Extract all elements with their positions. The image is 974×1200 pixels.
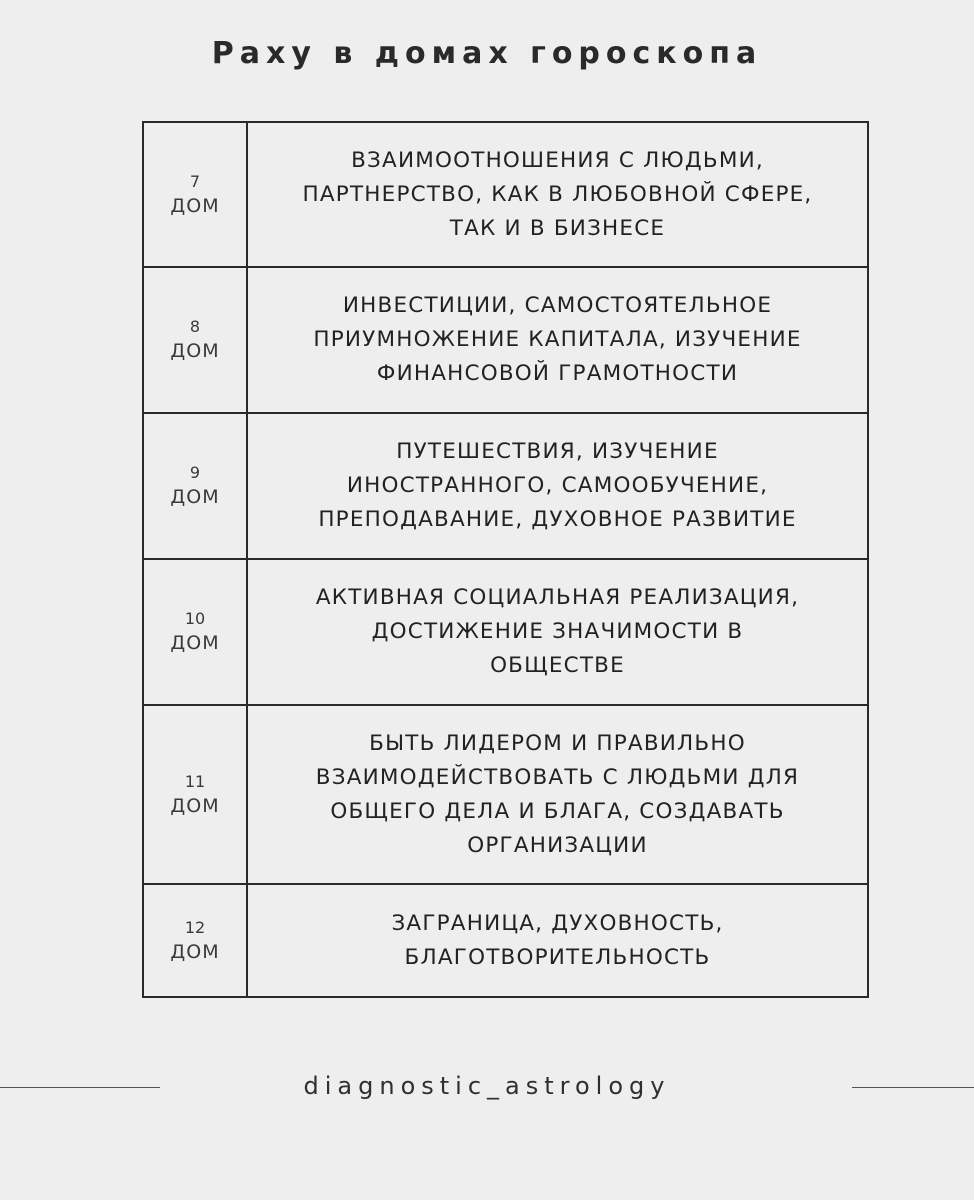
description-line: ВЗАИМООТНОШЕНИЯ С ЛЮДЬМИ, <box>351 147 764 173</box>
description-line: ПРЕПОДАВАНИЕ, ДУХОВНОЕ РАЗВИТИЕ <box>318 507 797 532</box>
house-number: 9 <box>189 463 201 482</box>
table-row-house-8 <box>144 268 867 414</box>
house-number: 8 <box>189 317 201 336</box>
house-number: 11 <box>184 771 206 791</box>
table-row-house-10 <box>144 560 867 706</box>
description-line: ДОСТИЖЕНИЕ ЗНАЧИМОСТИ В <box>371 619 744 644</box>
table-row-house-11 <box>144 706 867 885</box>
house-description <box>248 706 867 883</box>
description-line: АКТИВНАЯ СОЦИАЛЬНАЯ РЕАЛИЗАЦИЯ, <box>315 585 800 610</box>
description-line: ИНОСТРАННОГО, САМООБУЧЕНИЕ, <box>346 473 769 498</box>
house-cell <box>144 268 248 412</box>
houses-table <box>142 121 869 998</box>
house-description <box>248 414 867 558</box>
house-number: 10 <box>184 609 206 628</box>
page-title: Раху в домах гороскопа <box>211 36 763 71</box>
house-description <box>248 885 867 996</box>
table-row-house-7 <box>144 123 867 268</box>
description-line: ПУТЕШЕСТВИЯ, ИЗУЧЕНИЕ <box>396 439 719 464</box>
description-line: ИНВЕСТИЦИИ, САМОСТОЯТЕЛЬНОЕ <box>342 293 773 318</box>
house-label: ДОМ <box>170 194 220 217</box>
house-cell <box>144 706 248 883</box>
account-handle: diagnostic_astrology <box>303 1072 671 1100</box>
description-line: ТАК И В БИЗНЕСЕ <box>449 215 666 241</box>
house-number: 7 <box>189 171 201 191</box>
description-line: ОБЩЕГО ДЕЛА И БЛАГА, СОЗДАВАТЬ <box>330 798 785 824</box>
house-cell <box>144 123 248 266</box>
house-description <box>248 123 867 266</box>
table-row-house-12 <box>144 885 867 996</box>
description-line: БЛАГОТВОРИТЕЛЬНОСТЬ <box>404 944 711 970</box>
house-description <box>248 268 867 412</box>
house-label: ДОМ <box>170 940 220 963</box>
house-label: ДОМ <box>170 340 220 362</box>
house-cell <box>144 414 248 558</box>
footer-divider-right <box>852 1087 974 1088</box>
house-number: 12 <box>184 917 206 937</box>
description-line: ОБЩЕСТВЕ <box>490 653 625 678</box>
description-line: ПАРТНЕРСТВО, КАК В ЛЮБОВНОЙ СФЕРЕ, <box>302 181 813 207</box>
description-line: ФИНАНСОВОЙ ГРАМОТНОСТИ <box>376 361 739 386</box>
description-line: БЫТЬ ЛИДЕРОМ И ПРАВИЛЬНО <box>369 730 746 756</box>
description-line: ОРГАНИЗАЦИИ <box>467 832 648 858</box>
description-line: ЗАГРАНИЦА, ДУХОВНОСТЬ, <box>391 910 724 936</box>
house-label: ДОМ <box>170 486 220 508</box>
house-label: ДОМ <box>170 632 220 654</box>
house-description <box>248 560 867 704</box>
description-line: ВЗАИМОДЕЙСТВОВАТЬ С ЛЮДЬМИ ДЛЯ <box>315 764 800 790</box>
house-cell <box>144 560 248 704</box>
house-cell <box>144 885 248 996</box>
table-row-house-9 <box>144 414 867 560</box>
footer <box>0 1068 974 1108</box>
house-label: ДОМ <box>170 794 220 817</box>
description-line: ПРИУМНОЖЕНИЕ КАПИТАЛА, ИЗУЧЕНИЕ <box>313 327 802 352</box>
